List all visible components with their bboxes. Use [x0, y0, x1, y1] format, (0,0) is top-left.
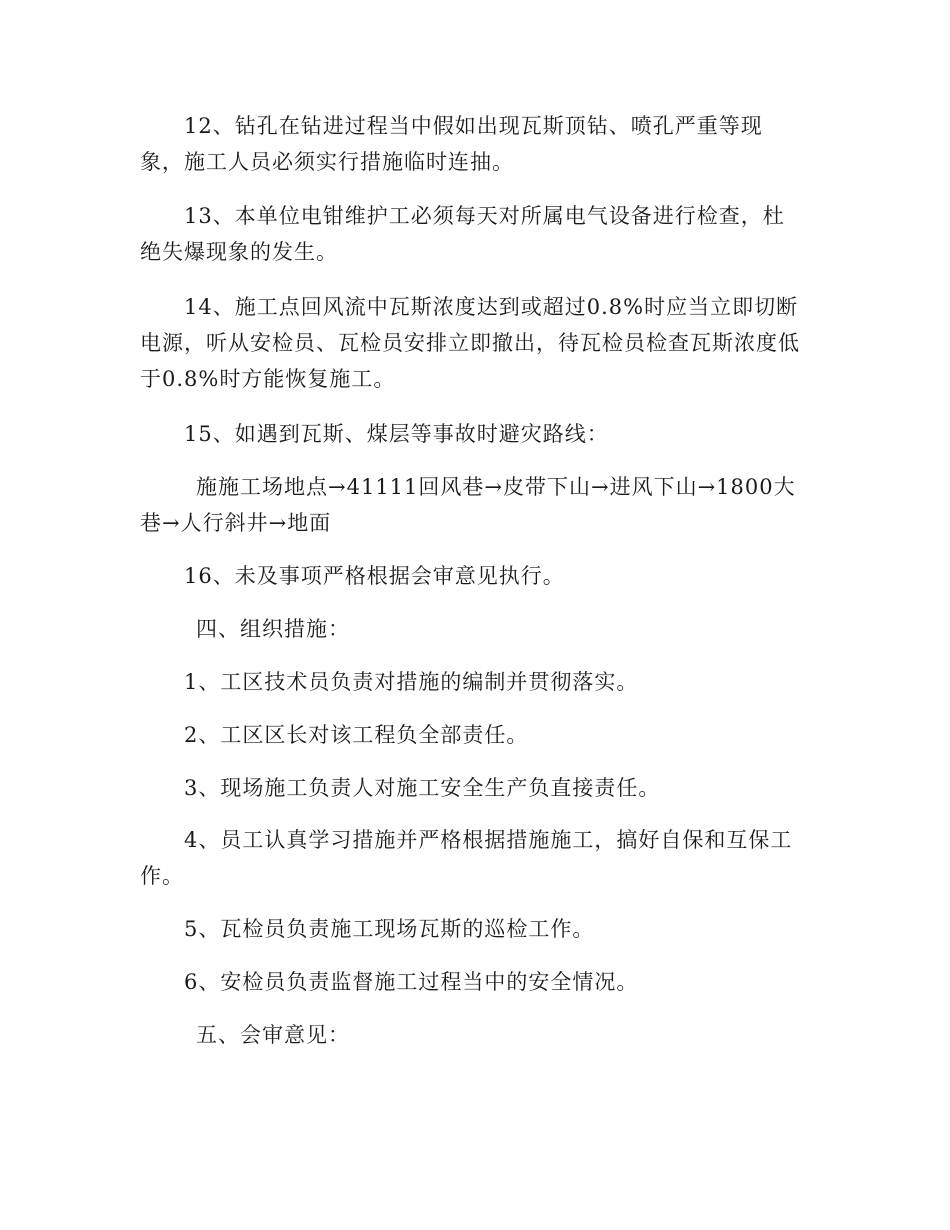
org-measure-1: 1、工区技术员负责对措施的编制并贯彻落实。 [184, 670, 639, 694]
paragraph-item-15: 15、如遇到瓦斯、煤层等事故时避灾路线： [184, 422, 609, 446]
section-heading-organization: 四、组织措施： [196, 617, 350, 641]
org-measure-3: 3、现场施工负责人对施工安全生产负直接责任。 [184, 776, 661, 800]
section-heading-review: 五、会审意见： [196, 1023, 350, 1047]
paragraph-item-13: 13、本单位电钳维护工必须每天对所属电气设备进行检查，杜绝失爆现象的发生。 [140, 204, 785, 264]
org-measure-6: 6、安检员负责监督施工过程当中的安全情况。 [184, 970, 639, 994]
org-measure-5: 5、瓦检员负责施工现场瓦斯的巡检工作。 [184, 917, 595, 941]
paragraph-item-12: 12、钻孔在钻进过程当中假如出现瓦斯顶钻、喷孔严重等现象，施工人员必须实行措施临时连抽。 [140, 114, 763, 174]
escape-route: 施施工场地点→41111回风巷→皮带下山→进风下山→1800大巷→人行斜井→地面 [140, 475, 796, 535]
org-measure-2: 2、工区区长对该工程负全部责任。 [184, 723, 529, 747]
paragraph-item-16: 16、未及事项严格根据会审意见执行。 [184, 564, 565, 588]
org-measure-4: 4、员工认真学习措施并严格根据措施施工，搞好自保和互保工作。 [140, 828, 793, 888]
paragraph-item-14: 14、施工点回风流中瓦斯浓度达到或超过0.8%时应当立即切断电源，听从安检员、瓦检员安排立即撤出，待瓦检员检查瓦斯浓度低于0.8%时方能恢复施工。 [140, 295, 800, 391]
